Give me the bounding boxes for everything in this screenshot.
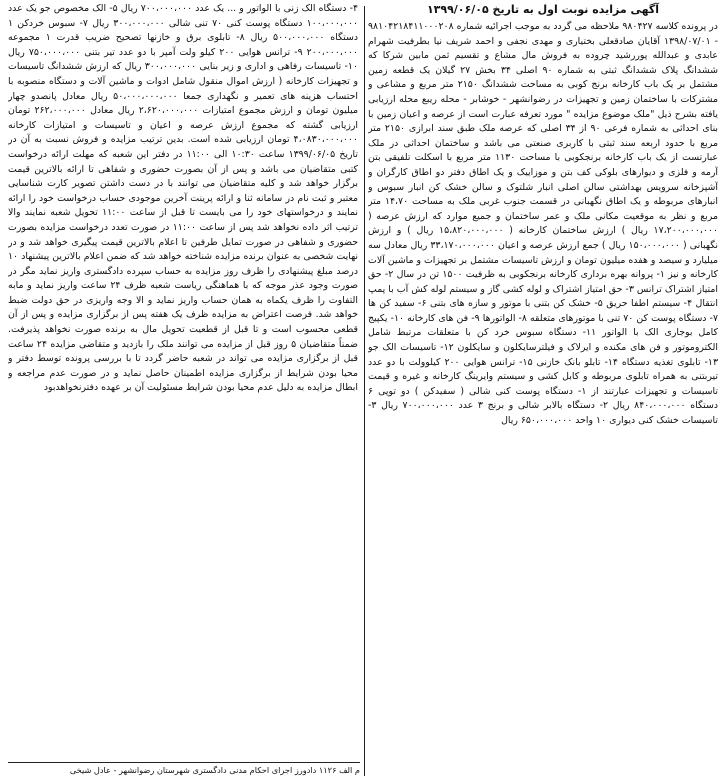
notice-body-part-2: ۴- دستگاه الک زنی با الواتور و ... یک عدد ۷۰۰،۰۰۰،۰۰۰ ریال ۵- الک مخصوص جو یک عدد ۱۰۰،۰۰۰،۰۰۰ دستگاه پوست کنی ۷۰ تنی شالی ۳۰۰،۰۰۰،۰۰۰ ریال ۷- سبوس خردکن ۱ دستگاه ۵۰۰،۰۰۰،۰۰۰ ریال ۸- تابلوی برق و خازنها تصحیح ضریب قدرت ۱ مجموعه ۲۰۰،۰۰۰،۰۰۰ ۹- ترانس هوایی ۲۰۰ کیلو ولت آمپر با دو عدد تیر بتنی ۷۵۰،۰۰۰،۰۰۰ ریال ۱۰- تاسیسات رفاهی و اداری و زیر بنایی ۳۰۰،۰۰۰،۰۰۰ ریال که ارزش ششدانگ تاسیسات و تجهیزات کارخانه ( ارزش اموال منقول شامل ادوات و ماشین آلات و دستگاه منصوبه با احتساب هزینه های تعمیر و نگهداری جمعا ۵۰،۰۰۰،۰۰۰،۰۰۰ ریال معادل پانصدو چهار میلیون تومان و ارزش مجموع امتیازات ۲،۶۲۰،۰۰۰،۰۰۰ ریال معادل ۲۶۲،۰۰۰،۰۰۰ تومان ارزیابی گشته که مجموع ارزش عرصه و اعیان و تاسیسات و امتیازات کارخانه ۴،۰۸۳۰،۰۰۰،۰۰۰ تومان ارزیابی شده است. بدین ترتیب مزایده و فروش نسبت به آن در تاریخ ۱۳۹۹/۰۶/۰۵ ساعت ۱۰:۳۰ الی ۱۱:۰۰ در دفتر این شعبه که مهلت ارائه درخواست کتبی متقاضیان می باشد و پس از آن بصورت حضوری و شفاهی تا ارائه بالاترین قیمت برگزار خواهد شد و کلیه متقاضیان می توانند با در دست داشتن تصویر کارت شناسایی معتبر و ثبت نام در سامانه ثنا و ارائه پرینت آخرین موجودی حساب درخواست خود را ارائه نمایند و درخواستهای خود را می بایست تا قبل از ساعت ۱۱:۰۰ تحویل شعبه نمایند والا ترتیب اثر داده نخواهد شد پس از ساعت ۱۱:۰۰ در صورت تعدد درخواست مزایده بصورت حضوری و شفاهی در صورت تمایل طرفین تا اعلام بالاترین قیمت پیگیری خواهد شد و در نهایت شخصی به عنوان برنده مزایده شناخته خواهد شد که ضمن اعلام بالاترین پیشنهاد ۱۰ درصد مبلغ پیشنهادی را ظرف روز مزایده به حساب سپرده دادگستری واریز نماید مگر در صورت وجود عذر موجه که با هماهنگی ریاست شعبه ظرف ۲۴ ساعت واریز نماید و مابه التفاوت را ظرف یکماه به همان حساب واریز نماید و الا وجه واریزی در حق دولت ضبط خواهد شد. فرصت اعتراض به مزایده ظرف یک هفته پس از برگزاری مزایده و پس از آن قطعی محسوب است و تا قبل از قطعیت تحویل مال به برنده صورت نخواهد پذیرفت. ضمناً متقاضیان ۵ روز قبل از مزایده می توانند ملک را بازدید و متقاضی مزایده ۲۴ ساعت قبل از برگزاری مزایده می تواند در شعبه حاضر گردد تا با بررسی پرونده توسط دفتر و محیا بودن شرایط از برگزاری مزایده اطمینان حاصل نماید و در صورت عدم مراجعه و ابطال مزایده به دلیل عدم محیا بودن شرایط مسئولیت آن بر عهده دفترنخواهدبود bbox=[8, 3, 358, 394]
notice-footer-signature: م الف ۱۱۲۶ دادورز اجرای احکام مدنی دادگستری شهرستان رضوانشهر - عادل شیخی bbox=[8, 762, 360, 778]
column-divider bbox=[364, 6, 365, 776]
notice-column-left bbox=[8, 2, 358, 778]
notice-title: آگهی مزایده نوبت اول به تاریخ ۱۳۹۹/۰۶/۰۵ bbox=[426, 3, 660, 16]
notice-column-right bbox=[368, 2, 718, 778]
notice-body-part-1: در پرونده کلاسه ۹۸۰۴۲۷ ملاحظه می گردد به موجب اجرائیه شماره ۹۸۱۰۴۲۱۸۴۱۱۰۰۰۲۰۸ - ۱۳۹۸/۰۷/۰۱ آقایان صادقعلی بختیاری و مهدی نجفی و احمد شریف نیا بطرفیت شهرام عابدی و عبدالله پوررشید چروده به فروش مال مشاع و تقسیم ثمن مابین شرکا که ششدانگ پلاک ششدانگ ثبتی به شماره ۹۰ اصلی ۳۴ بخش ۲۷ گیلان یک قطعه زمین مشتمل بر یک باب کارخانه برنج کوبی به مساحت ششدانگ ۲۱۵۰ متر مربع و مشاعی و مشترکات با ساختمان زمین و تجهیزات در رضوانشهر - خوشابر - محله ریبع محله ارزیابی یافته بشرح ذیل "ملک موضوع مزایده " مورد تعرفه عبارت است از عرصه و اعیان زمین با بنای احداثی به شماره فرعی ۹۰ از ۳۴ اصلی که عرصه ملک طبق سند ابرازی ۲۱۵۰ متر مربع با حدود اربعه سند ثبتی با کاربری صنعتی می باشد و ساختمان احداثی در ملک عبارتست از یک باب کارخانه برنجکوبی با مساحت ۱۱۳۰ متر مربع با اسکلت تلفیقی بتن آرمه و فلزی و دیوارهای بلوکی کف بتن و موزاییک و یک اطاق دفتر دو اطاق کارگران و آشپزخانه سرویس بهداشتی سالن اصلی انبار شلتوک و سالن خشک کن انبار سبوس و انبارهای مربوطه و یک اطاق نگهبانی در قسمت جنوب غربی ملک به مساحت ۱۴،۷۰ متر مربع و نظر به موقعیت مکانی ملک و عمر ساختمان و جمیع موارد که ارزش عرصه ( ۱۷،۲۰۰،۰۰۰،۰۰۰ ریال ) ارزش ساختمان کارخانه ( ۱۵،۸۲۰،۰۰۰،۰۰۰ ریال ) و ارزش نگهبانی ( ۱۵۰،۰۰۰،۰۰۰ ریال ) جمع ارزش عرصه و اعیان ۳۳،۱۷۰،۰۰۰،۰۰۰ ریال معادل سه میلیارد و سیصد و هفده میلیون تومان و ارزش تاسیسات مشتمل بر تجهیزات و ماشین آلات کارخانه و نیز ۱- پروانه بهره برداری کارخانه برنجکوبی به ظرفیت ۱۵۰۰ تن در سال ۲- حق امتیاز اشتراک ترانس ۳- حق امتیاز اشتراک و لوله کشی گاز و سیستم لوله کش آب با پمپ انتقال ۴- سیستم اطفا حریق ۵- خشک کن بتنی با موتور و سازه های بتنی ۶- سفید کن ها ۷- دستگاه پوست کن ۷۰ تنی با موتورهای متعلقه ۸- الواتورها ۹- فن های کارخانه ۱۰- یکپیج کامل بوجاری الک با الواتور ۱۱- دستگاه سبوس خرد کن با متعلقات مرتبط شامل الکتروموتور و فن های مکنده و ایرلاک و فیلترسایکلون و سایکلون ۱۲- تاسیسات الک جو ۱۳- تابلوی تغذیه دستگاه ۱۴- تابلو بانک خازنی ۱۵- ترانس هوایی ۲۰۰ کیلوولت با دو عدد تیربتنی به همراه تابلوی مربوطه و کابل کشی و سیستم وایرینگ کارخانه و غیره و قیمت تاسیسات و تجهیزات عبارتند از ۱- دستگاه پوست کنی شالی ( سفیدکن ) دو توپی ۶ دستگاه ۸۴۰،۰۰۰،۰۰۰ ریال ۲- دستگاه بالابر شالی و برنج ۳ عدد ۷۰۰،۰۰۰،۰۰۰ ریال ۳- تاسیسات خشک کنی دیواری ۱۰ واحد ۶۵۰،۰۰۰،۰۰۰ ریال bbox=[368, 21, 718, 427]
auction-notice-page bbox=[4, 2, 720, 778]
